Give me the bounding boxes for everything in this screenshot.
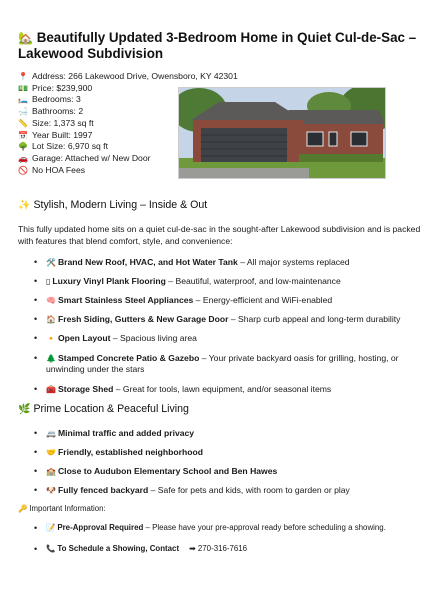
calendar-icon: 📅 bbox=[18, 130, 28, 140]
leaf-icon: 🌿 bbox=[18, 403, 31, 415]
bathtub-icon: 🛁 bbox=[18, 107, 28, 117]
section-heading-stylish: ✨ Stylish, Modern Living – Inside & Out bbox=[18, 199, 208, 211]
house-icon: 🏠 bbox=[46, 315, 56, 325]
tools-icon: 🛠️ bbox=[46, 257, 56, 267]
fact-bathrooms: 🛁 Bathrooms: 2 bbox=[18, 106, 84, 117]
house-photo-illustration bbox=[179, 88, 386, 179]
fact-year-built: 📅 Year Built: 1997 bbox=[18, 129, 93, 140]
intro-paragraph: This fully updated home sits on a quiet cul-de-sac in the sought-after Lakewood subdivision and is packed with features that blend comfort, style, and convenience: bbox=[18, 224, 421, 246]
location-list bbox=[18, 428, 422, 497]
sparkles-icon: ✨ bbox=[18, 200, 31, 211]
listing-title bbox=[18, 30, 422, 62]
list-item: • 🏫 Close to Audubon Elementary School and Ben Hawes bbox=[18, 466, 430, 478]
toolbox-icon: 🧰 bbox=[46, 384, 56, 394]
key-icon: 🔑 bbox=[18, 504, 28, 514]
important-heading: 🔑 Important Information: bbox=[18, 504, 106, 514]
van-icon: 🚐 bbox=[46, 428, 56, 438]
brain-icon: 🧠 bbox=[46, 295, 56, 305]
tree-icon: 🌳 bbox=[18, 142, 28, 152]
car-icon: 🚗 bbox=[18, 153, 28, 163]
house-icon: 🏡 bbox=[18, 31, 33, 45]
list-item: • 🧠 Smart Stainless Steel Appliances – Energy-efficient and WiFi-enabled bbox=[18, 295, 430, 307]
arrow-right-icon: ➡ bbox=[189, 543, 196, 553]
fact-garage: 🚗 Garage: Attached w/ New Door bbox=[18, 152, 151, 163]
no-entry-icon: 🚫 bbox=[18, 165, 28, 175]
fact-size: 📏 Size: 1,373 sq ft bbox=[18, 117, 94, 128]
flooring-icon: ▯ bbox=[46, 276, 51, 286]
handshake-icon: 🤝 bbox=[46, 447, 56, 457]
pin-icon: 📍 bbox=[18, 72, 28, 81]
list-item: • 🐶 Fully fenced backyard – Safe for pets and kids, with room to garden or play bbox=[18, 485, 430, 497]
fact-lot-size: 🌳 Lot Size: 6,970 sq ft bbox=[18, 141, 108, 152]
school-icon: 🏫 bbox=[46, 467, 56, 477]
features-list bbox=[18, 257, 422, 396]
list-item: • 🚐 Minimal traffic and added privacy bbox=[18, 428, 430, 440]
list-item: • 📞 To Schedule a Showing, Contact ➡ 270-316-7616 bbox=[18, 544, 422, 555]
ruler-icon: 📏 bbox=[18, 118, 28, 128]
section-heading-location: 🌿 Prime Location & Peaceful Living bbox=[18, 402, 189, 415]
property-facts bbox=[18, 71, 422, 183]
house-photo bbox=[178, 87, 386, 179]
dog-icon: 🐶 bbox=[46, 486, 56, 496]
list-item: • 🔸 Open Layout – Spacious living area bbox=[18, 333, 430, 345]
diamond-icon: 🔸 bbox=[46, 334, 56, 344]
important-list bbox=[18, 523, 422, 554]
list-item: • 🏠 Fresh Siding, Gutters & New Garage Door – Sharp curb appeal and long-term durability bbox=[18, 314, 430, 326]
listing-title-text: Beautifully Updated 3-Bedroom Home in Quiet Cul-de-Sac – Lakewood Subdivision bbox=[18, 30, 417, 61]
fact-bedrooms: 🛏️ Bedrooms: 3 bbox=[18, 94, 81, 105]
memo-icon: 📝 bbox=[46, 523, 56, 533]
list-item: • ▯ Luxury Vinyl Plank Flooring – Beautiful, waterproof, and low-maintenance bbox=[18, 276, 430, 288]
bed-icon: 🛏️ bbox=[18, 95, 28, 105]
money-icon: 💵 bbox=[18, 83, 28, 93]
list-item: • 🌲 Stamped Concrete Patio & Gazebo – Your private backyard oasis for grilling, hosting, or unwinding under the stars bbox=[18, 353, 430, 377]
tree-icon: 🌲 bbox=[46, 353, 56, 363]
list-item: • 🧰 Storage Shed – Great for tools, lawn equipment, and/or seasonal items bbox=[18, 384, 430, 396]
fact-price: 💵 Price: $239,900 bbox=[18, 82, 93, 93]
fact-hoa: 🚫 No HOA Fees bbox=[18, 164, 86, 175]
list-item: • 🤝 Friendly, established neighborhood bbox=[18, 447, 430, 459]
fact-address: 📍 Address: 266 Lakewood Drive, Owensboro, KY 42301 bbox=[18, 71, 238, 81]
phone-icon: 📞 bbox=[46, 543, 56, 553]
list-item: • 🛠️ Brand New Roof, HVAC, and Hot Water Tank – All major systems replaced bbox=[18, 257, 430, 269]
list-item: • 📝 Pre-Approval Required – Please have your pre-approval ready before scheduling a showing. bbox=[18, 523, 422, 534]
contact-phone[interactable]: 270-316-7616 bbox=[197, 543, 248, 553]
